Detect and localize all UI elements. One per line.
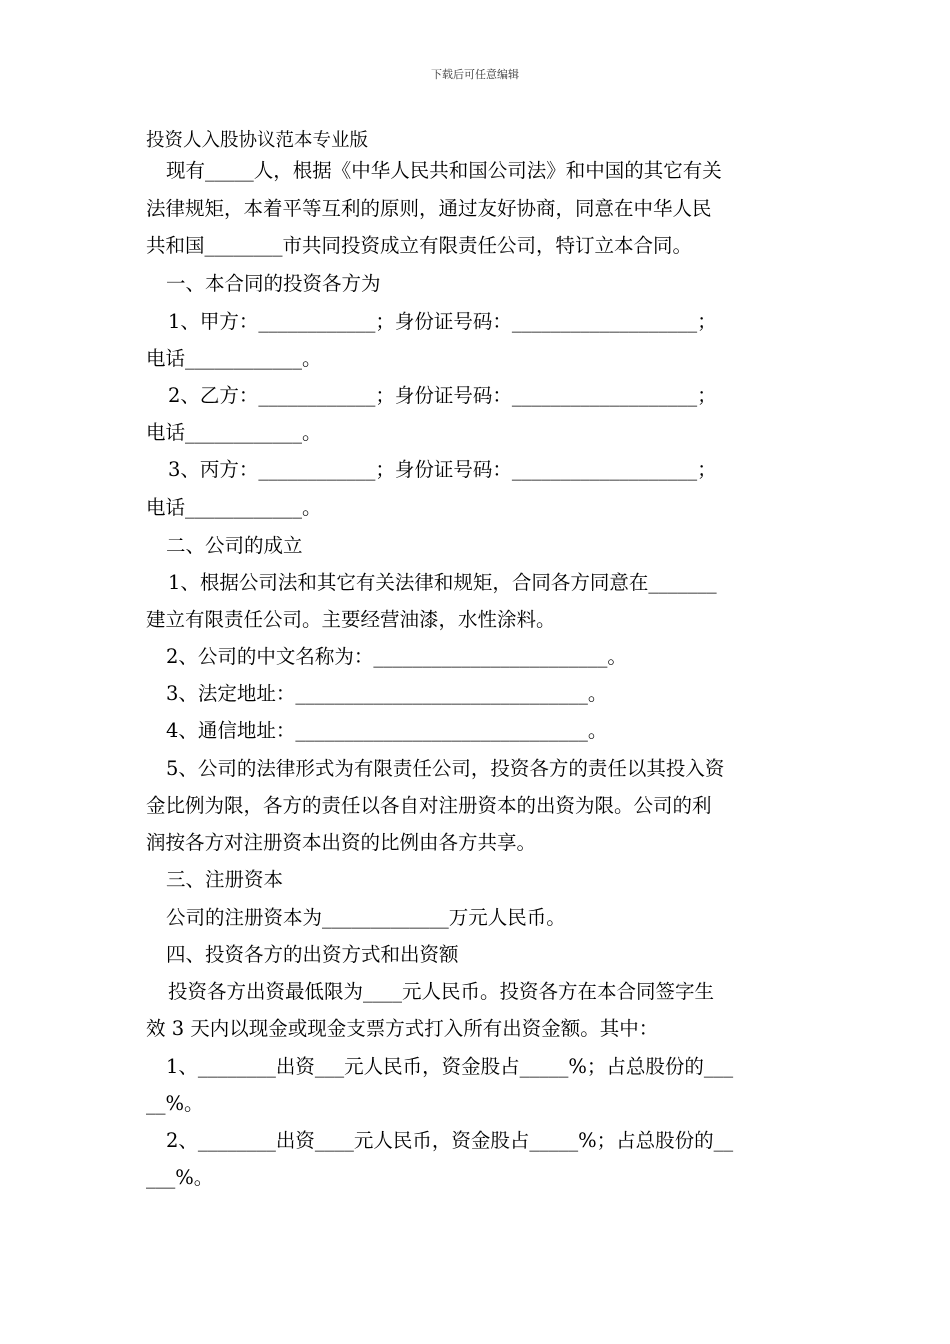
list-item: 1、________出资___元人民币，资金股占_____%；占总股份的___ xyxy=(166,1055,734,1078)
list-item-continued: 电话____________。 xyxy=(146,421,322,444)
list-item: 2、________出资____元人民币，资金股占_____%；占总股份的__ xyxy=(166,1129,734,1152)
paragraph-line: 效 3 天内以现金或现金支票方式打入所有出资金额。其中： xyxy=(146,1017,659,1040)
section-heading: 二、公司的成立 xyxy=(166,534,303,557)
list-item-continued: ___%。 xyxy=(146,1166,214,1189)
list-item: 1、甲方：____________；身份证号码：___________________； xyxy=(168,310,717,333)
paragraph-line: 投资各方出资最低限为____元人民币。投资各方在本合同签字生 xyxy=(168,980,715,1003)
list-item-continued: 电话____________。 xyxy=(146,496,322,519)
paragraph-line: 法律规矩，本着平等互利的原则，通过友好协商，同意在中华人民 xyxy=(146,197,712,220)
paragraph-line: 共和国________市共同投资成立有限责任公司，特订立本合同。 xyxy=(146,234,693,257)
list-item-continued: __%。 xyxy=(146,1092,204,1115)
list-item: 4、通信地址：______________________________。 xyxy=(166,719,608,742)
list-item: 2、乙方：____________；身份证号码：___________________； xyxy=(168,384,717,407)
list-item: 3、法定地址：______________________________。 xyxy=(166,682,608,705)
list-item: 1、根据公司法和其它有关法律和规矩，合同各方同意在_______ xyxy=(168,571,717,594)
list-item-continued: 金比例为限，各方的责任以各自对注册资本的出资为限。公司的利 xyxy=(146,794,712,817)
page-header: 下载后可任意编辑 xyxy=(431,68,519,81)
list-item-continued: 建立有限责任公司。主要经营油漆，水性涂料。 xyxy=(146,608,556,631)
list-item: 3、丙方：____________；身份证号码：___________________； xyxy=(168,458,717,481)
paragraph-line: 公司的注册资本为_____________万元人民币。 xyxy=(166,906,566,929)
paragraph-line: 现有_____人，根据《中华人民共和国公司法》和中国的其它有关 xyxy=(166,159,722,182)
list-item: 5、公司的法律形式为有限责任公司，投资各方的责任以其投入资 xyxy=(166,757,725,780)
list-item-continued: 电话____________。 xyxy=(146,347,322,370)
list-item: 2、公司的中文名称为：________________________。 xyxy=(166,645,627,668)
section-heading: 四、投资各方的出资方式和出资额 xyxy=(166,943,459,966)
list-item-continued: 润按各方对注册资本出资的比例由各方共享。 xyxy=(146,831,537,854)
document-title: 投资人入股协议范本专业版 xyxy=(146,130,369,151)
section-heading: 三、注册资本 xyxy=(166,868,284,891)
section-heading: 一、本合同的投资各方为 xyxy=(166,272,381,295)
